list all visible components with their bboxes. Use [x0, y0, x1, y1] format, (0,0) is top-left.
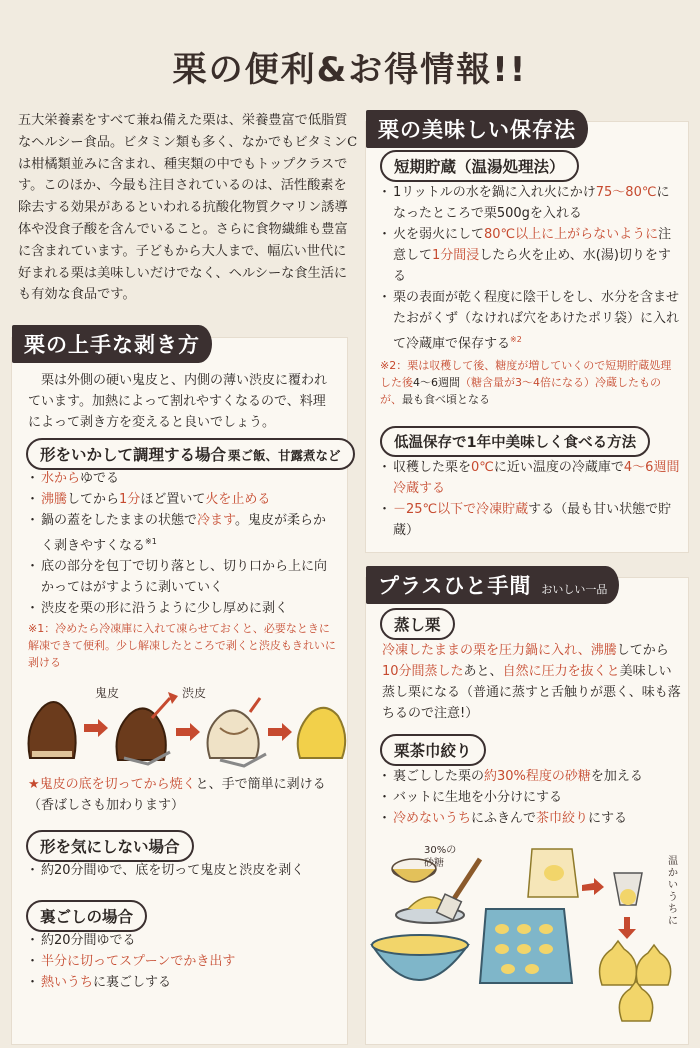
- chestnut-whole-icon: [29, 702, 76, 758]
- note-1: ※1：冷めたら冷凍庫に入れて凍らせておくと、必要なときに解凍できて便利。少し解凍したところで剥くと渋皮もきれいに剥ける: [28, 622, 336, 669]
- shape-free-label: 形を気にしない場合: [26, 830, 194, 862]
- list-item: ・ －25℃以下で冷凍貯蔵する（最も甘い状態で貯蔵）: [380, 499, 680, 541]
- shape-keep-steps: [28, 468, 338, 619]
- tip-rest: と、手で簡単に剥ける（香ばしさも加わります）: [28, 777, 326, 813]
- short-storage-steps: [380, 182, 680, 354]
- steamed-text: 冷凍したままの栗を圧力鍋に入れ、沸騰してから10分間蒸したあと、自然に圧力を抜くと美味しい蒸し栗になる（普通に蒸すと舌触りが悪く、味も落ちるので注意!）: [382, 643, 681, 721]
- peeling-heading: 栗の上手な剥き方: [12, 325, 212, 363]
- tip-highlight: ★鬼皮の底を切ってから焼く: [28, 777, 196, 792]
- low-temp-steps: [380, 457, 680, 541]
- list-item: ・ 冷めないうちにふきんで茶巾絞りにする: [380, 808, 680, 829]
- arrow-icon: [618, 917, 636, 939]
- sugar-note: 30%の砂糖: [424, 845, 457, 869]
- plus-heading: [366, 566, 619, 604]
- list-item: ・ 半分に切ってスプーンでかき出す: [28, 951, 338, 972]
- page-title: 栗の便利&お得情報!!: [172, 50, 528, 90]
- strain-steps: [28, 930, 338, 993]
- shape-free-steps: [28, 860, 338, 881]
- arrow-icon: [268, 723, 292, 741]
- short-storage-label: 短期貯蔵（温湯処理法）: [380, 150, 579, 182]
- list-item: ・ 収穫した栗を0℃に近い温度の冷蔵庫で4～6週間冷蔵する: [380, 457, 680, 499]
- list-item: ・ 鍋の蓋をしたままの状態で冷ます。鬼皮が柔らかく剥きやすくなる$^{※1}$: [28, 510, 338, 556]
- note-2: ※2：栗は収穫して後、糖度が増していくので短期貯蔵処理した後4～6週間（糖含量が3～4倍になる）冷蔵したものが、最も食べ頃となる: [380, 359, 672, 406]
- list-item: ・ 1リットルの水を鍋に入れ火にかけ75～80℃になったところで栗500gを入れる: [380, 182, 680, 224]
- kinton-chestnut-icon: [600, 941, 671, 1021]
- shape-keep-label-text: 形をいかして調理する場合: [40, 446, 227, 464]
- chestnut-shibukawa-icon: [208, 698, 266, 766]
- list-item: ・ 熱いうちに裏ごしする: [28, 972, 338, 993]
- onikawa-label: 鬼皮: [95, 686, 120, 700]
- list-item: ・ 火を弱火にして80℃以上に上がらないように注意して1分間浸したら火を止め、水(湯)切りをする: [380, 224, 680, 287]
- low-temp-label: 低温保存で1年中美味しく食べる方法: [380, 426, 650, 457]
- kinton-label: 栗茶巾絞り: [380, 734, 486, 766]
- list-item: ・ 水からゆでる: [28, 468, 338, 489]
- arrow-icon: [176, 723, 200, 741]
- strain-label: 裏ごしの場合: [26, 900, 147, 932]
- arrow-icon: [84, 719, 108, 737]
- shape-keep-sub: 栗ご飯、甘露煮など: [228, 448, 341, 463]
- list-item: ・ 栗の表面が乾く程度に陰干しをし、水分を含ませたおがくず（なければ穴をあけたポリ袋）に入れて冷蔵庫で保存する$^{※2}$: [380, 287, 680, 354]
- list-item: ・ 約20分間ゆでる: [28, 930, 338, 951]
- cloth-icon: [614, 873, 642, 905]
- mixing-bowl-icon: [372, 935, 468, 980]
- intro-text: 五大栄養素をすべて兼ね備えた栗は、栄養豊富で低脂質なヘルシー食品。ビタミン類も多く、なかでもビタミンCは柑橘類並みに含まれ、種実類の中でもトップクラスです。このほか、今最も注目されているのは、活性酸素を除去する効果があるといわれる抗酸化物質クマリン誘導体や没食子酸を含んでいること。さらに食物繊維も豊富に含まれています。子どもから大人まで、幅広い世代に好まれる栗は美味しいだけでなく、ヘルシーな食生活にも有効な食品です。: [18, 113, 358, 303]
- tip-text: [28, 774, 338, 816]
- plus-heading-sub: おいしい一品: [541, 583, 608, 596]
- tray-icon: [480, 909, 572, 983]
- list-item: ・ 底の部分を包丁で切り落とし、切り口から上に向かってはがすように剥いていく: [28, 556, 338, 598]
- chestnut-peeled-icon: [298, 708, 345, 758]
- storage-heading: 栗の美味しい保存法: [366, 110, 588, 148]
- shibukawa-label: 渋皮: [182, 686, 207, 700]
- list-item: ・ 約20分間ゆで、底を切って鬼皮と渋皮を剥く: [28, 860, 338, 881]
- list-item: ・ 沸騰してから1分ほど置いて火を止める: [28, 489, 338, 510]
- list-item: ・ バットに生地を小分けにする: [380, 787, 680, 808]
- shape-keep-label: [26, 438, 355, 470]
- tray-small-icon: [528, 849, 578, 897]
- kinton-steps: [380, 766, 680, 829]
- kinton-illustration: [368, 845, 688, 1025]
- warm-note: 温かいうちに: [668, 856, 678, 927]
- peeling-intro: 栗は外側の硬い鬼皮と、内側の薄い渋皮に覆われています。加熱によって割れやすくなるので、料理によって剥き方を変えると良いでしょう。: [28, 373, 328, 430]
- steamed-label: 蒸し栗: [380, 608, 455, 640]
- list-item: ・ 裏ごしした栗の約30%程度の砂糖を加える: [380, 766, 680, 787]
- arrow-icon: [582, 878, 604, 895]
- list-item: ・ 渋皮を栗の形に沿うように少し厚めに剥く: [28, 598, 338, 619]
- plus-heading-text: プラスひと手間: [378, 574, 532, 598]
- chestnut-onikawa-icon: [117, 692, 179, 764]
